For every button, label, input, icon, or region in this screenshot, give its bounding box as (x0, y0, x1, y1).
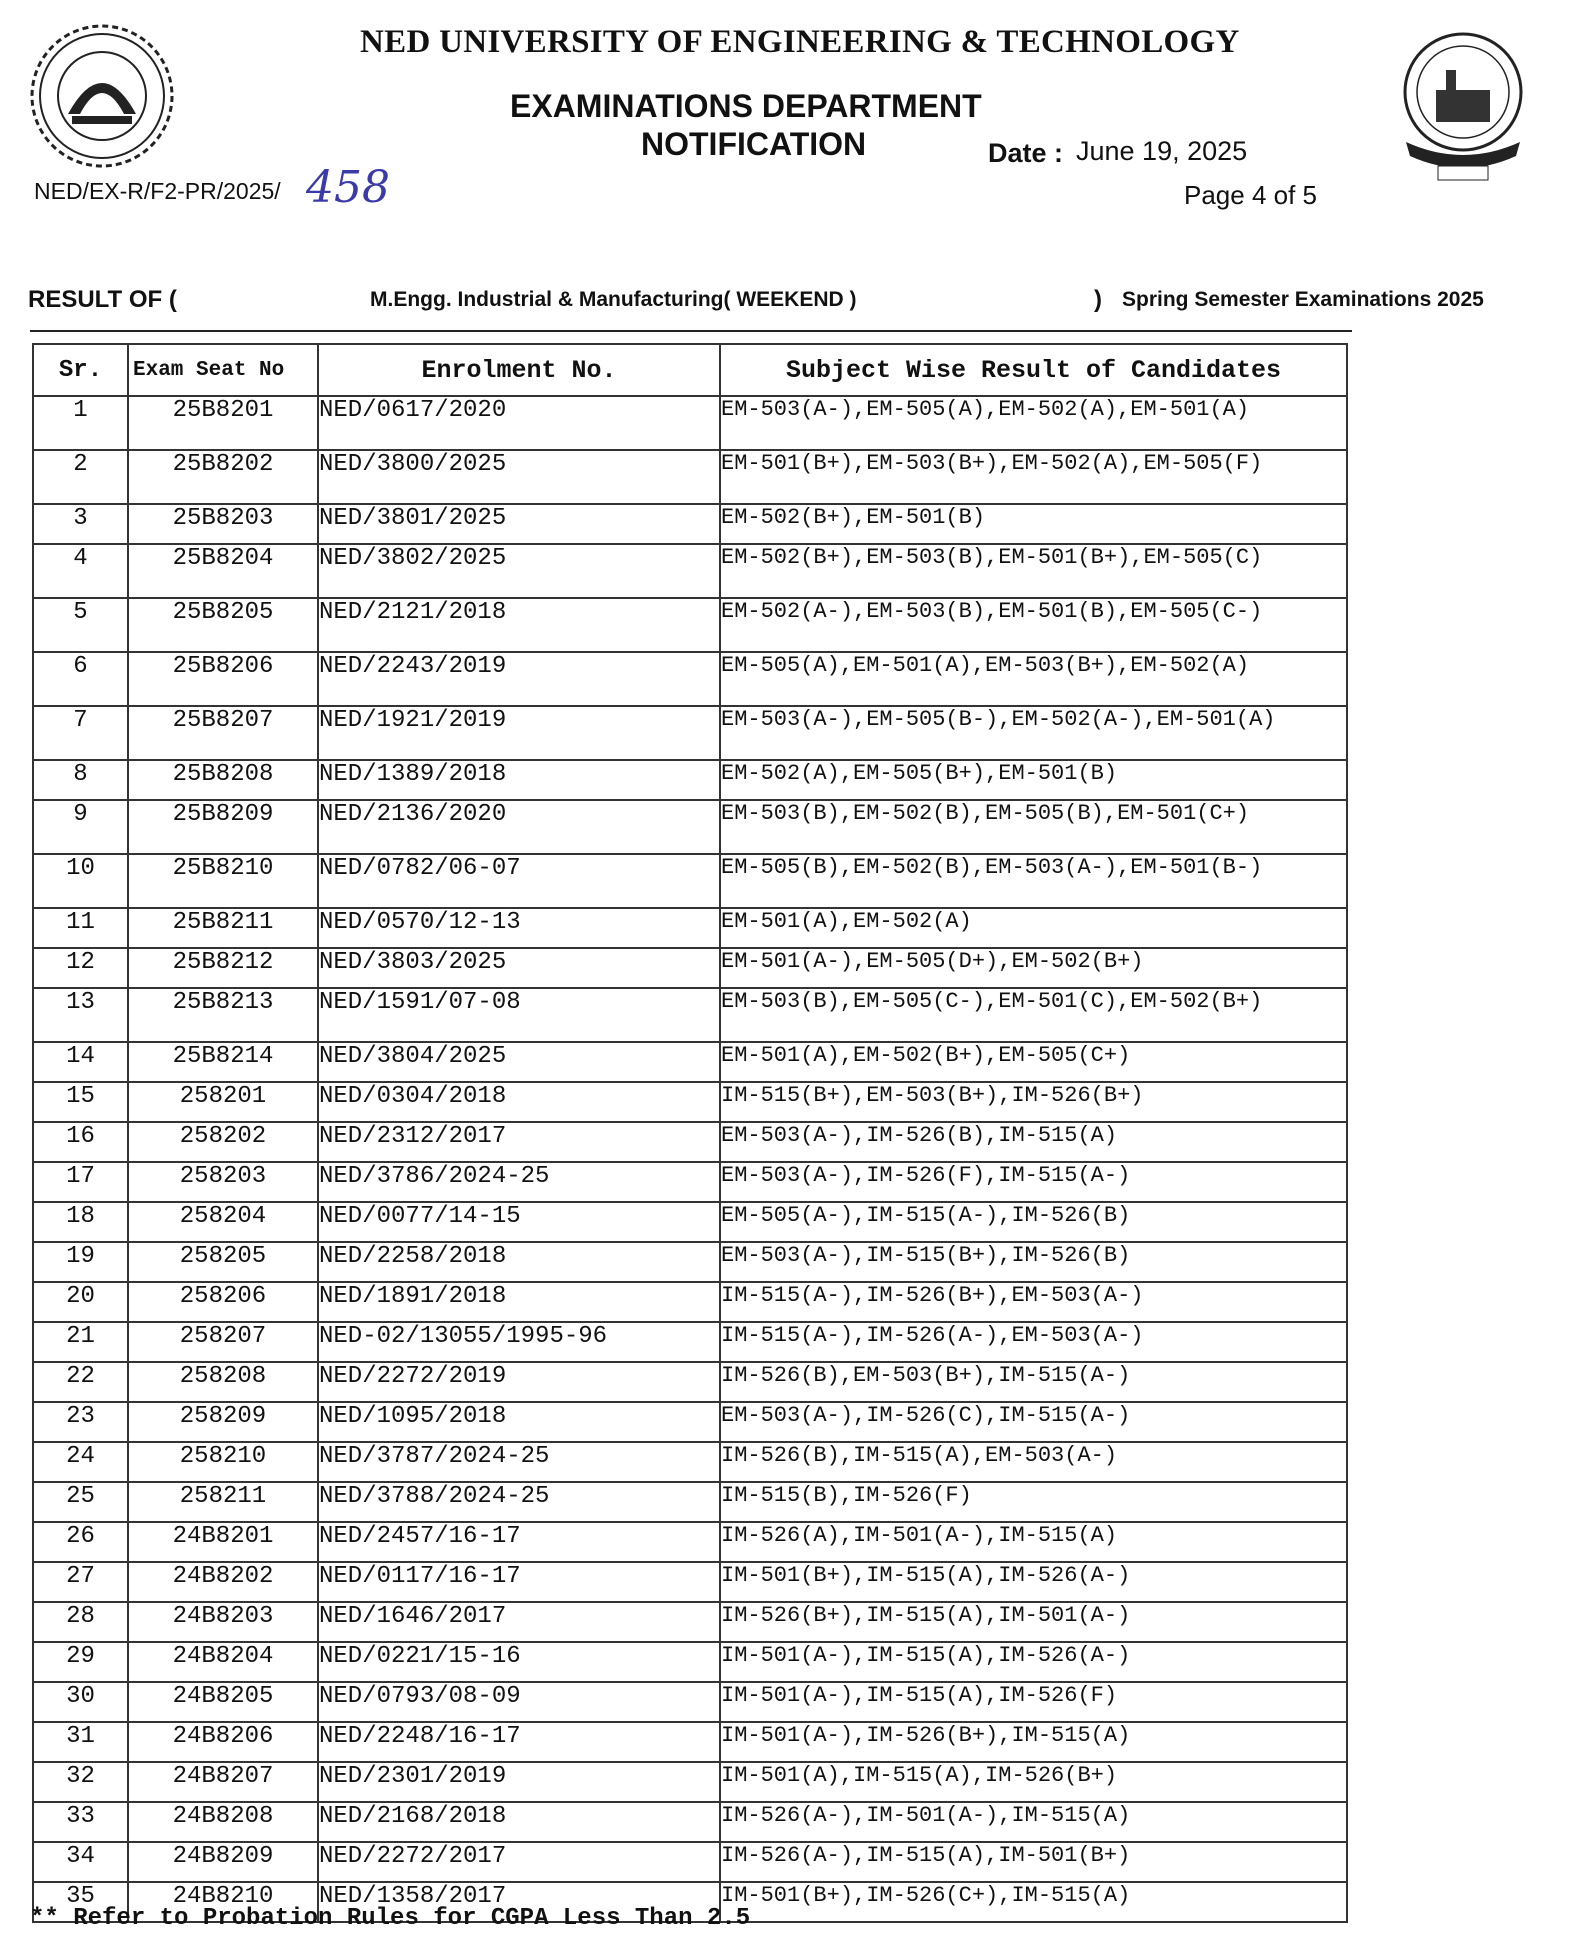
table-row (33, 1482, 1347, 1522)
table-row (33, 1122, 1347, 1162)
table-row (33, 1402, 1347, 1442)
table-row (33, 652, 1347, 706)
subject-result-cell: IM-515(B),IM-526(F) (720, 1482, 1347, 1522)
footnote: ** Refer to Probation Rules for CGPA Less Than 2.5 (30, 1905, 751, 1932)
table-row (33, 1722, 1347, 1762)
exam-seat-cell: 25B8214 (128, 1042, 318, 1082)
exam-seat-cell: 25B8203 (128, 504, 318, 544)
table-row (33, 908, 1347, 948)
exam-seat-cell: 24B8201 (128, 1522, 318, 1562)
subject-result-cell: EM-502(A),EM-505(B+),EM-501(B) (720, 760, 1347, 800)
enrolment-cell: NED/1891/2018 (318, 1282, 720, 1322)
sr-cell: 2 (33, 450, 128, 504)
subject-result-cell: EM-503(A-),IM-515(B+),IM-526(B) (720, 1242, 1347, 1282)
exam-seat-cell: 258204 (128, 1202, 318, 1242)
subject-result-cell: IM-526(B),IM-515(A),EM-503(A-) (720, 1442, 1347, 1482)
sr-cell: 6 (33, 652, 128, 706)
semester-name: Spring Semester Examinations 2025 (1122, 288, 1484, 311)
enrolment-cell: NED/1921/2019 (318, 706, 720, 760)
table-row (33, 1602, 1347, 1642)
subject-result-cell: EM-503(A-),IM-526(C),IM-515(A-) (720, 1402, 1347, 1442)
enrolment-cell: NED/3788/2024-25 (318, 1482, 720, 1522)
table-header-row (33, 344, 1347, 396)
sr-cell: 14 (33, 1042, 128, 1082)
enrolment-cell: NED/2136/2020 (318, 800, 720, 854)
table-row (33, 1442, 1347, 1482)
exam-seat-cell: 258206 (128, 1282, 318, 1322)
header-enrolment: Enrolment No. (318, 344, 720, 396)
enrolment-cell: NED/3803/2025 (318, 948, 720, 988)
exam-seat-cell: 25B8207 (128, 706, 318, 760)
enrolment-cell: NED/2272/2017 (318, 1842, 720, 1882)
subject-result-cell: EM-503(B),EM-505(C-),EM-501(C),EM-502(B+) (720, 988, 1347, 1042)
subject-result-cell: EM-503(A-),IM-526(B),IM-515(A) (720, 1122, 1347, 1162)
table-row (33, 1562, 1347, 1602)
enrolment-cell: NED/0617/2020 (318, 396, 720, 450)
subject-result-cell: IM-501(A-),IM-515(A),IM-526(A-) (720, 1642, 1347, 1682)
sr-cell: 7 (33, 706, 128, 760)
sr-cell: 19 (33, 1242, 128, 1282)
enrolment-cell: NED-02/13055/1995-96 (318, 1322, 720, 1362)
sr-cell: 10 (33, 854, 128, 908)
table-row (33, 598, 1347, 652)
table-body (33, 396, 1347, 1922)
enrolment-cell: NED/2457/16-17 (318, 1522, 720, 1562)
sr-cell: 8 (33, 760, 128, 800)
subject-result-cell: EM-503(A-),EM-505(B-),EM-502(A-),EM-501(A) (720, 706, 1347, 760)
subject-result-cell: IM-501(B+),IM-526(C+),IM-515(A) (720, 1882, 1347, 1922)
subject-result-cell: EM-501(A),EM-502(A) (720, 908, 1347, 948)
enrolment-cell: NED/0077/14-15 (318, 1202, 720, 1242)
sr-cell: 16 (33, 1122, 128, 1162)
sr-cell: 11 (33, 908, 128, 948)
subject-result-cell: IM-501(B+),IM-515(A),IM-526(A-) (720, 1562, 1347, 1602)
enrolment-cell: NED/0570/12-13 (318, 908, 720, 948)
exam-seat-cell: 25B8213 (128, 988, 318, 1042)
sr-cell: 25 (33, 1482, 128, 1522)
subject-result-cell: IM-501(A-),IM-526(B+),IM-515(A) (720, 1722, 1347, 1762)
sr-cell: 9 (33, 800, 128, 854)
subject-result-cell: EM-501(A),EM-502(B+),EM-505(C+) (720, 1042, 1347, 1082)
sr-cell: 23 (33, 1402, 128, 1442)
subject-result-cell: EM-505(B),EM-502(B),EM-503(A-),EM-501(B-) (720, 854, 1347, 908)
subject-result-cell: IM-526(A-),IM-515(A),IM-501(B+) (720, 1842, 1347, 1882)
table-row (33, 450, 1347, 504)
handwritten-reference: 458 (306, 162, 390, 213)
subject-result-cell: EM-501(B+),EM-503(B+),EM-502(A),EM-505(F) (720, 450, 1347, 504)
table-row (33, 544, 1347, 598)
header-divider (30, 330, 1352, 332)
enrolment-cell: NED/3800/2025 (318, 450, 720, 504)
enrolment-cell: NED/3804/2025 (318, 1042, 720, 1082)
exam-seat-cell: 25B8204 (128, 544, 318, 598)
subject-result-cell: EM-505(A-),IM-515(A-),IM-526(B) (720, 1202, 1347, 1242)
results-table (32, 343, 1348, 1923)
enrolment-cell: NED/2272/2019 (318, 1362, 720, 1402)
table-row (33, 1162, 1347, 1202)
sr-cell: 27 (33, 1562, 128, 1602)
enrolment-cell: NED/2301/2019 (318, 1762, 720, 1802)
subject-result-cell: EM-503(B),EM-502(B),EM-505(B),EM-501(C+) (720, 800, 1347, 854)
table-row (33, 504, 1347, 544)
exam-seat-cell: 25B8201 (128, 396, 318, 450)
department-title: EXAMINATIONS DEPARTMENT (510, 88, 982, 124)
sr-cell: 13 (33, 988, 128, 1042)
page-number: Page 4 of 5 (1184, 180, 1317, 210)
enrolment-cell: NED/1358/2017 (318, 1882, 720, 1922)
reference-number: NED/EX-R/F2-PR/2025/ (34, 178, 281, 204)
enrolment-cell: NED/2258/2018 (318, 1242, 720, 1282)
table-row (33, 948, 1347, 988)
exam-seat-cell: 24B8208 (128, 1802, 318, 1842)
sr-cell: 28 (33, 1602, 128, 1642)
enrolment-cell: NED/0221/15-16 (318, 1642, 720, 1682)
enrolment-cell: NED/2248/16-17 (318, 1722, 720, 1762)
table-row (33, 1082, 1347, 1122)
sr-cell: 34 (33, 1842, 128, 1882)
enrolment-cell: NED/2243/2019 (318, 652, 720, 706)
header-sr: Sr. (33, 344, 128, 396)
sr-cell: 35 (33, 1882, 128, 1922)
enrolment-cell: NED/0304/2018 (318, 1082, 720, 1122)
exam-seat-cell: 25B8202 (128, 450, 318, 504)
sr-cell: 22 (33, 1362, 128, 1402)
sr-cell: 12 (33, 948, 128, 988)
exam-seat-cell: 24B8206 (128, 1722, 318, 1762)
enrolment-cell: NED/1646/2017 (318, 1602, 720, 1642)
exam-seat-cell: 24B8202 (128, 1562, 318, 1602)
subject-result-cell: IM-526(B+),IM-515(A),IM-501(A-) (720, 1602, 1347, 1642)
exam-seat-cell: 25B8206 (128, 652, 318, 706)
enrolment-cell: NED/2312/2017 (318, 1122, 720, 1162)
table-row (33, 1762, 1347, 1802)
centenary-seal-logo (1398, 30, 1528, 185)
sr-cell: 31 (33, 1722, 128, 1762)
exam-seat-cell: 24B8205 (128, 1682, 318, 1722)
subject-result-cell: IM-515(B+),EM-503(B+),IM-526(B+) (720, 1082, 1347, 1122)
exam-seat-cell: 24B8207 (128, 1762, 318, 1802)
sr-cell: 26 (33, 1522, 128, 1562)
sr-cell: 21 (33, 1322, 128, 1362)
sr-cell: 17 (33, 1162, 128, 1202)
exam-seat-cell: 24B8210 (128, 1882, 318, 1922)
exam-seat-cell: 258202 (128, 1122, 318, 1162)
subject-result-cell: EM-503(A-),IM-526(F),IM-515(A-) (720, 1162, 1347, 1202)
enrolment-cell: NED/3786/2024-25 (318, 1162, 720, 1202)
enrolment-cell: NED/0782/06-07 (318, 854, 720, 908)
table-row (33, 1242, 1347, 1282)
sr-cell: 15 (33, 1082, 128, 1122)
exam-seat-cell: 24B8209 (128, 1842, 318, 1882)
enrolment-cell: NED/3802/2025 (318, 544, 720, 598)
sr-cell: 20 (33, 1282, 128, 1322)
sr-cell: 1 (33, 396, 128, 450)
exam-seat-cell: 258208 (128, 1362, 318, 1402)
subject-result-cell: IM-526(A-),IM-501(A-),IM-515(A) (720, 1802, 1347, 1842)
table-row (33, 1362, 1347, 1402)
header-subject-result: Subject Wise Result of Candidates (720, 344, 1347, 396)
table-row (33, 760, 1347, 800)
exam-seat-cell: 258210 (128, 1442, 318, 1482)
table-row (33, 1522, 1347, 1562)
table-row (33, 1202, 1347, 1242)
result-of-label: RESULT OF ( (28, 286, 177, 313)
table-row (33, 854, 1347, 908)
enrolment-cell: NED/1095/2018 (318, 1402, 720, 1442)
sr-cell: 3 (33, 504, 128, 544)
date-value: June 19, 2025 (1076, 136, 1248, 166)
exam-seat-cell: 258205 (128, 1242, 318, 1282)
exam-seat-cell: 24B8203 (128, 1602, 318, 1642)
enrolment-cell: NED/1389/2018 (318, 760, 720, 800)
result-of-close: ) (1094, 286, 1102, 313)
table-row (33, 1642, 1347, 1682)
table-row (33, 396, 1347, 450)
exam-seat-cell: 258209 (128, 1402, 318, 1442)
subject-result-cell: IM-515(A-),IM-526(A-),EM-503(A-) (720, 1322, 1347, 1362)
enrolment-cell: NED/0793/08-09 (318, 1682, 720, 1722)
sr-cell: 30 (33, 1682, 128, 1722)
sr-cell: 4 (33, 544, 128, 598)
subject-result-cell: IM-526(B),EM-503(B+),IM-515(A-) (720, 1362, 1347, 1402)
exam-seat-cell: 24B8204 (128, 1642, 318, 1682)
enrolment-cell: NED/2121/2018 (318, 598, 720, 652)
subject-result-cell: EM-503(A-),EM-505(A),EM-502(A),EM-501(A) (720, 396, 1347, 450)
table-row (33, 1842, 1347, 1882)
subject-result-cell: EM-502(B+),EM-503(B),EM-501(B+),EM-505(C) (720, 544, 1347, 598)
exam-seat-cell: 25B8208 (128, 760, 318, 800)
table-row (33, 1682, 1347, 1722)
sr-cell: 32 (33, 1762, 128, 1802)
table-row (33, 1802, 1347, 1842)
enrolment-cell: NED/2168/2018 (318, 1802, 720, 1842)
subject-result-cell: EM-502(B+),EM-501(B) (720, 504, 1347, 544)
enrolment-cell: NED/0117/16-17 (318, 1562, 720, 1602)
enrolment-cell: NED/3787/2024-25 (318, 1442, 720, 1482)
exam-seat-cell: 258211 (128, 1482, 318, 1522)
subject-result-cell: IM-526(A),IM-501(A-),IM-515(A) (720, 1522, 1347, 1562)
university-seal-logo (28, 22, 176, 170)
table-row (33, 1042, 1347, 1082)
notification-title: NOTIFICATION (641, 126, 867, 162)
sr-cell: 33 (33, 1802, 128, 1842)
enrolment-cell: NED/1591/07-08 (318, 988, 720, 1042)
exam-seat-cell: 258203 (128, 1162, 318, 1202)
exam-seat-cell: 258207 (128, 1322, 318, 1362)
exam-seat-cell: 25B8210 (128, 854, 318, 908)
date-label: Date : (988, 138, 1064, 168)
subject-result-cell: EM-502(A-),EM-503(B),EM-501(B),EM-505(C-) (720, 598, 1347, 652)
table-row (33, 706, 1347, 760)
exam-seat-cell: 25B8211 (128, 908, 318, 948)
university-title: NED UNIVERSITY OF ENGINEERING & TECHNOLOGY (360, 24, 1240, 60)
table-row (33, 1282, 1347, 1322)
sr-cell: 24 (33, 1442, 128, 1482)
exam-seat-cell: 25B8212 (128, 948, 318, 988)
exam-seat-cell: 258201 (128, 1082, 318, 1122)
header-exam-seat: Exam Seat No (128, 344, 318, 396)
subject-result-cell: EM-501(A-),EM-505(D+),EM-502(B+) (720, 948, 1347, 988)
subject-result-cell: EM-505(A),EM-501(A),EM-503(B+),EM-502(A) (720, 652, 1347, 706)
table-row (33, 800, 1347, 854)
sr-cell: 5 (33, 598, 128, 652)
subject-result-cell: IM-501(A),IM-515(A),IM-526(B+) (720, 1762, 1347, 1802)
exam-seat-cell: 25B8209 (128, 800, 318, 854)
subject-result-cell: IM-515(A-),IM-526(B+),EM-503(A-) (720, 1282, 1347, 1322)
table-row (33, 988, 1347, 1042)
sr-cell: 29 (33, 1642, 128, 1682)
table-row (33, 1322, 1347, 1362)
enrolment-cell: NED/3801/2025 (318, 504, 720, 544)
subject-result-cell: IM-501(A-),IM-515(A),IM-526(F) (720, 1682, 1347, 1722)
sr-cell: 18 (33, 1202, 128, 1242)
exam-seat-cell: 25B8205 (128, 598, 318, 652)
program-name: M.Engg. Industrial & Manufacturing( WEEKEND ) (370, 288, 857, 311)
